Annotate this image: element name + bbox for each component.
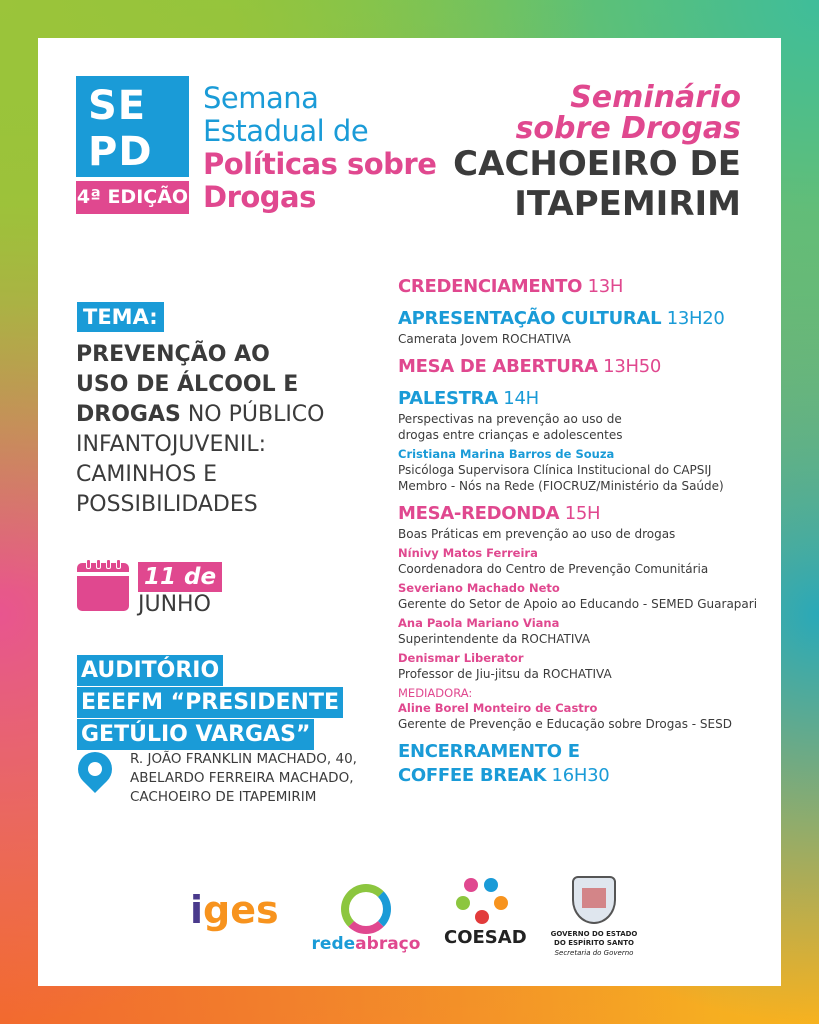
calendar-icon [77, 563, 129, 611]
address-line-2: ABELARDO FERREIRA MACHADO, [130, 770, 354, 786]
coesad-logo [444, 878, 527, 948]
abraco-text: abraço [355, 934, 421, 954]
cultural-time: 13H20 [661, 308, 725, 329]
schedule-encerramento [398, 740, 758, 788]
theme-line-4: INFANTOJUVENIL: [76, 432, 266, 457]
cultural-desc: Camerata Jovem ROCHATIVA [398, 332, 571, 346]
encerramento-time: 16H30 [546, 765, 610, 786]
schedule-abertura [398, 355, 758, 379]
palestra-title: PALESTRA [398, 388, 498, 409]
logo-line-2: PD [88, 129, 153, 175]
seminar-title [516, 82, 741, 144]
schedule-palestra [398, 387, 758, 494]
palestra-desc-1: Perspectivas na prevenção ao uso de [398, 412, 622, 426]
theme-line-3-bold: DROGAS [76, 402, 181, 427]
venue-line-2: EEEFM “PRESIDENTE [77, 687, 343, 718]
event-name-line-3: Políticas sobre [203, 147, 437, 181]
gov-line-3: Secretaria do Governo [554, 949, 634, 957]
theme-line-2: USO DE ÁLCOOL E [76, 372, 299, 397]
theme-text [76, 340, 366, 520]
theme-label: TEMA: [77, 302, 164, 332]
theme-line-1: PREVENÇÃO AO [76, 342, 270, 367]
seminar-line-1: Seminário [570, 80, 741, 115]
schedule-mesa-redonda [398, 502, 758, 732]
event-name-line-2: Estadual de [203, 114, 369, 148]
palestra-speaker: Cristiana Marina Barros de Souza [398, 447, 615, 461]
mesa-panelist-1-role: Coordenadora do Centro de Prevenção Comunitária [398, 562, 709, 576]
date-month: JUNHO [138, 592, 211, 617]
mesa-title: MESA-REDONDA [398, 503, 560, 524]
rede-abraco-swirl-icon [341, 884, 391, 934]
mesa-panelist-4-role: Professor de Jiu-jitsu da ROCHATIVA [398, 667, 612, 681]
coesad-people-icon [456, 878, 512, 928]
mediator-label: MEDIADORA: [398, 686, 473, 700]
city-line-2: ITAPEMIRIM [514, 184, 741, 224]
mesa-panelist-2-role: Gerente do Setor de Apoio ao Educando - SEMED Guarapari [398, 597, 758, 611]
mediator-name: Aline Borel Monteiro de Castro [398, 701, 598, 715]
encerramento-line-2: COFFEE BREAK [398, 765, 547, 786]
city-line-1: CACHOEIRO DE [453, 144, 741, 184]
event-name-line-1: Semana [203, 81, 319, 115]
program-schedule [398, 275, 758, 796]
venue-name [77, 655, 347, 751]
mesa-panelist-1-name: Nínivy Matos Ferreira [398, 546, 538, 560]
palestra-time: 14H [497, 388, 539, 409]
date-day: 11 de [138, 562, 222, 592]
event-name-line-4: Drogas [203, 180, 316, 214]
mesa-desc: Boas Práticas em prevenção ao uso de drogas [398, 527, 676, 541]
palestra-role-1: Psicóloga Supervisora Clínica Institucional do CAPSIJ [398, 463, 712, 477]
state-crest-icon [572, 876, 616, 924]
edition-badge: 4ª EDIÇÃO [76, 181, 189, 214]
palestra-role-2: Membro - Nós na Rede (FIOCRUZ/Ministério da Saúde) [398, 479, 724, 493]
cultural-title: APRESENTAÇÃO CULTURAL [398, 308, 662, 329]
mesa-time: 15H [559, 503, 601, 524]
palestra-desc-2: drogas entre crianças e adolescentes [398, 428, 623, 442]
sepd-logo [76, 76, 189, 177]
gov-line-1: GOVERNO DO ESTADO [550, 930, 638, 938]
iges-logo-text: ges [203, 888, 279, 932]
rede-text: rede [311, 934, 356, 954]
credenciamento-time: 13H [582, 276, 624, 297]
schedule-cultural [398, 307, 758, 347]
city-title [453, 144, 741, 224]
coesad-text: COESAD [444, 927, 527, 948]
abertura-time: 13H50 [597, 356, 662, 377]
address-line-1: R. JOÃO FRANKLIN MACHADO, 40, [130, 751, 357, 767]
logo-line-1: SE [88, 83, 147, 129]
credenciamento-title: CREDENCIAMENTO [398, 276, 583, 297]
seminar-line-2: sobre Drogas [515, 111, 741, 146]
rede-abraco-logo [306, 884, 426, 954]
mediator-role: Gerente de Prevenção e Educação sobre Drogas - SESD [398, 717, 732, 731]
mesa-panelist-4-name: Denismar Liberator [398, 651, 524, 665]
abertura-title: MESA DE ABERTURA [398, 356, 598, 377]
theme-line-5: CAMINHOS E [76, 462, 218, 487]
schedule-credenciamento [398, 275, 758, 299]
government-logo [548, 876, 640, 958]
partner-logos [190, 876, 640, 966]
theme-line-3-rest: NO PÚBLICO [180, 402, 325, 427]
theme-line-6: POSSIBILIDADES [76, 492, 258, 517]
venue-address [130, 750, 390, 807]
venue-line-3: GETÚLIO VARGAS” [77, 719, 314, 750]
encerramento-line-1: ENCERRAMENTO E [398, 741, 580, 762]
gov-line-2: DO ESPÍRITO SANTO [554, 939, 634, 947]
iges-logo-i: i [190, 888, 204, 932]
event-name [203, 82, 443, 214]
iges-logo [190, 890, 279, 930]
mesa-panelist-2-name: Severiano Machado Neto [398, 581, 560, 595]
venue-line-1: AUDITÓRIO [77, 655, 223, 686]
mesa-panelist-3-name: Ana Paola Mariano Viana [398, 616, 560, 630]
address-line-3: CACHOEIRO DE ITAPEMIRIM [130, 789, 317, 805]
mesa-panelist-3-role: Superintendente da ROCHATIVA [398, 632, 591, 646]
